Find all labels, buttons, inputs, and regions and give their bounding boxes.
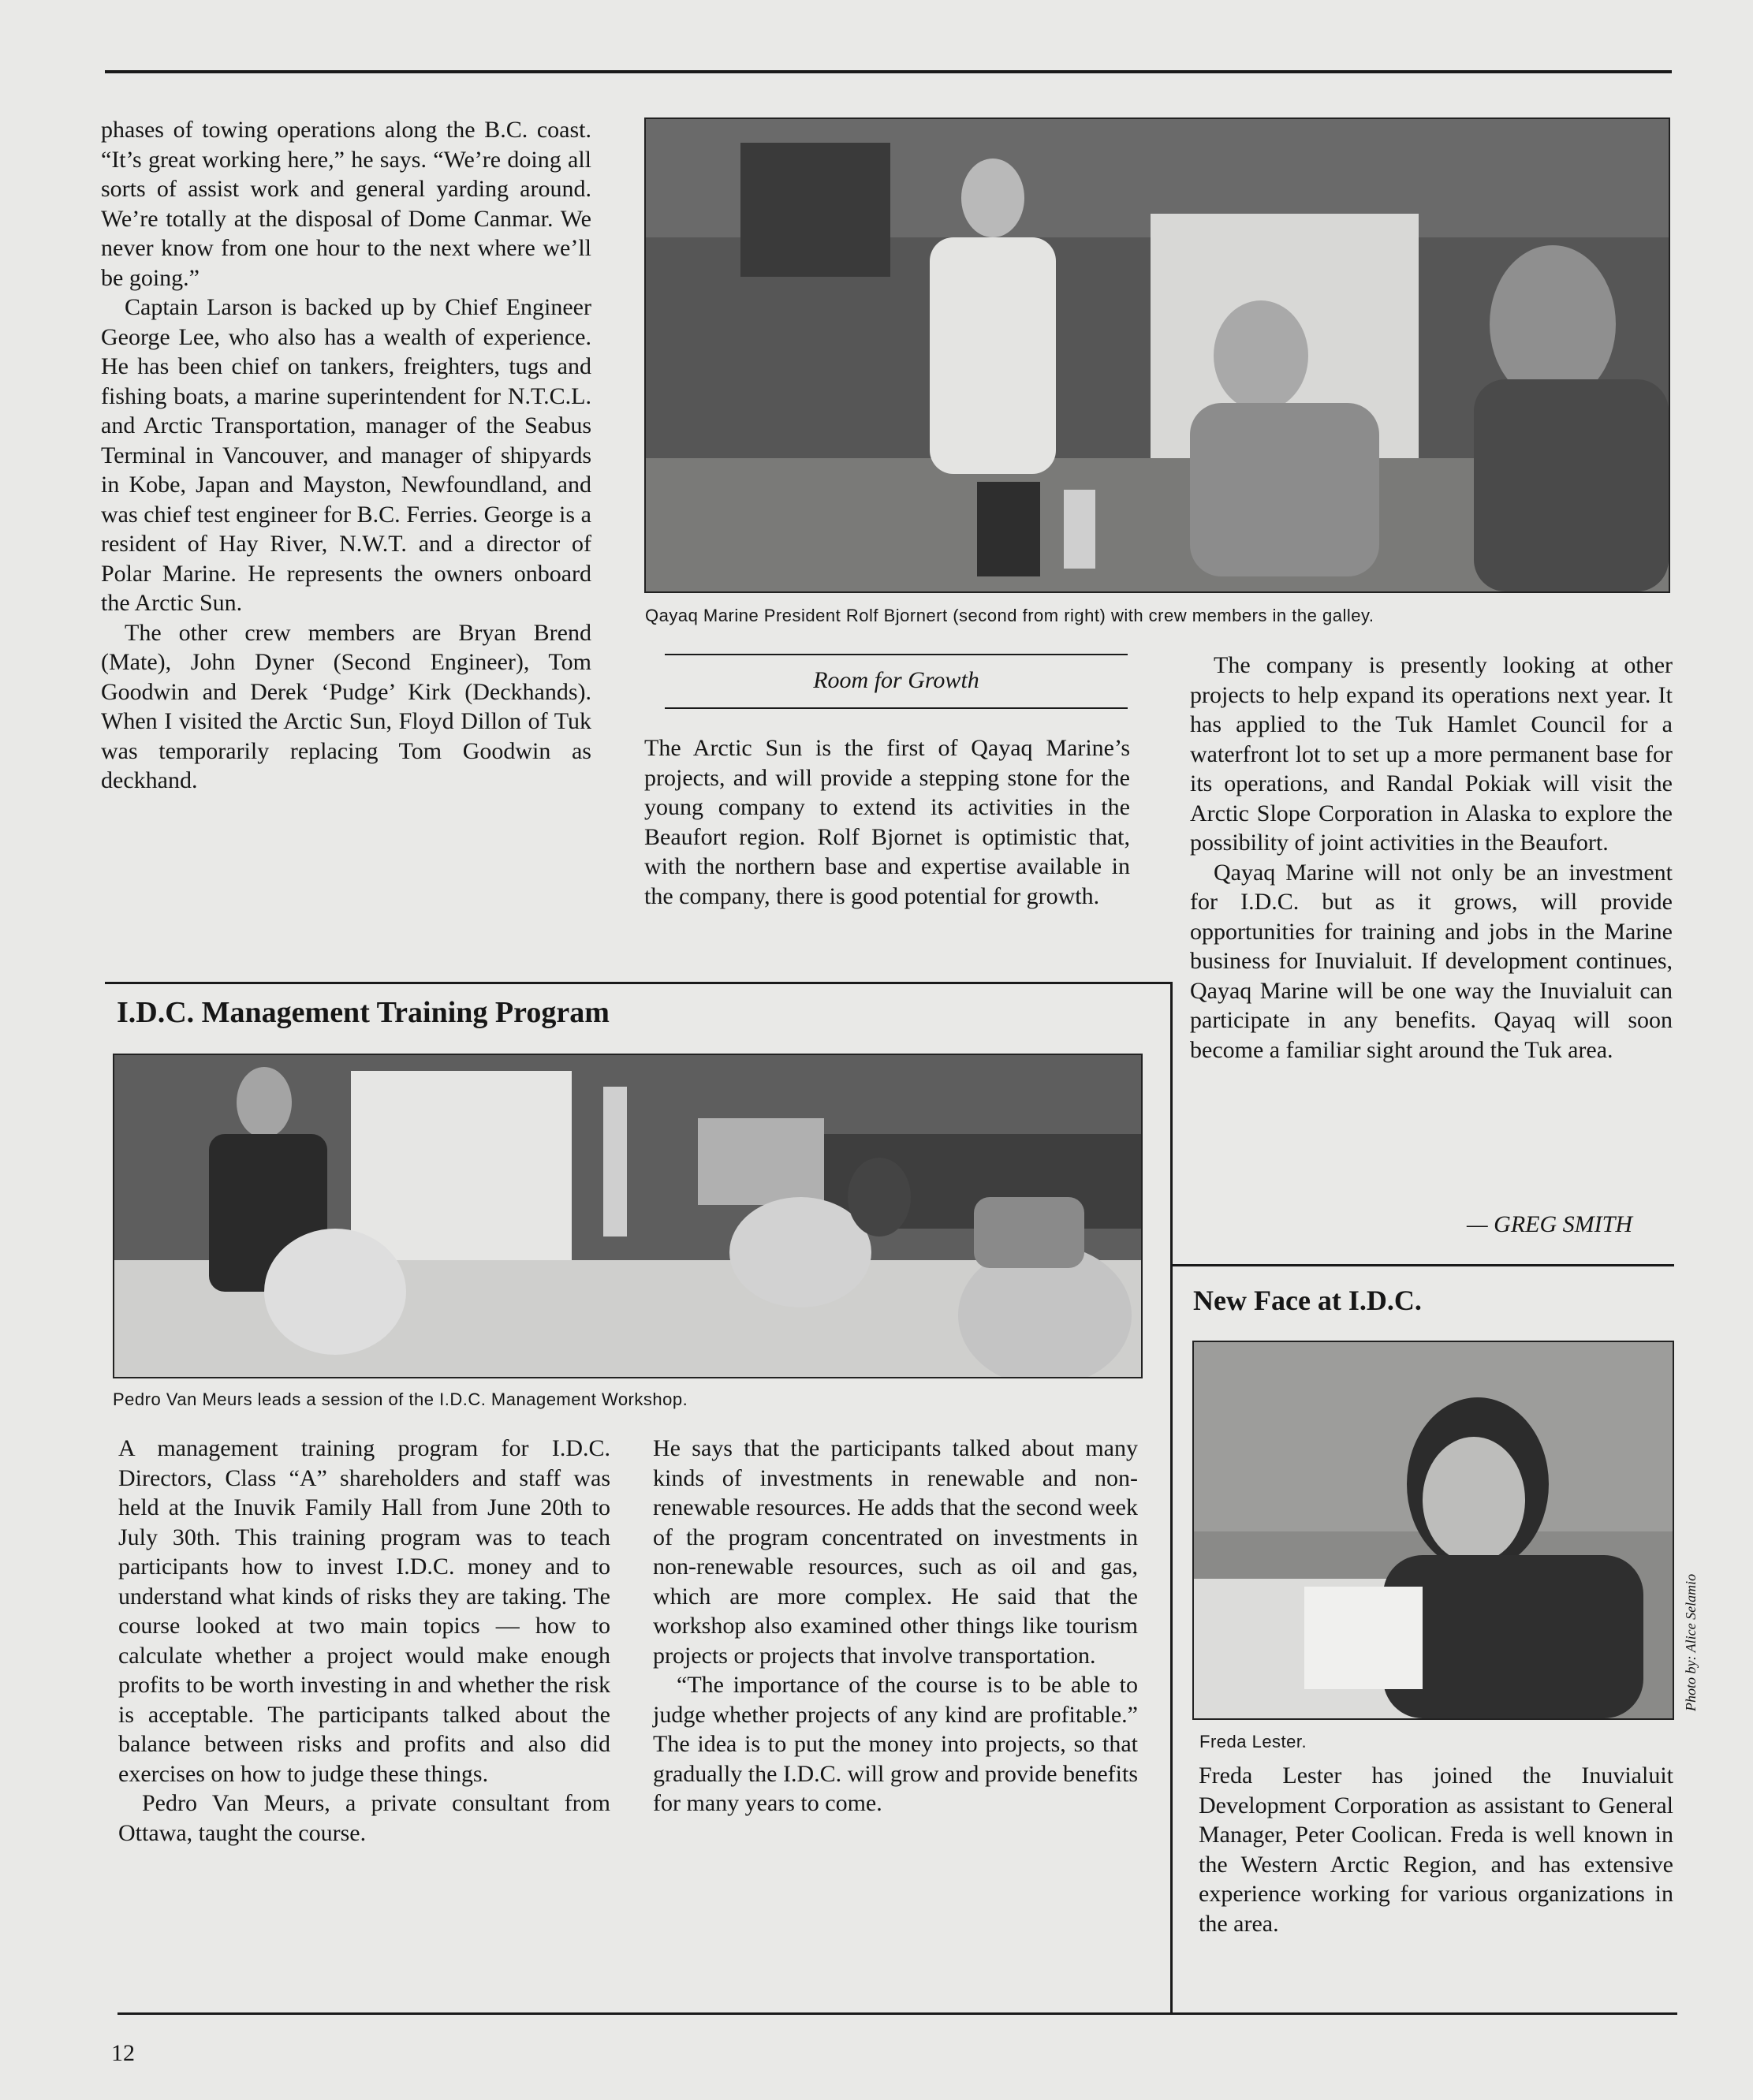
paragraph: A management training program for I.D.C. Directors, Class “A” shareholders and staff was held at the Inuvik Family Hall from June 20th to July 30th. This training program was to teach participants how to invest I.D.C. money and to understand what kinds of risks they are taking. The course looked at two main topics — how to calculate whether a project would make enough profits to be worth investing in and whether the risk is acceptable. The participants talked about the balance between risks and profits and also did exercises on how to judge these things. bbox=[118, 1435, 610, 1787]
galley-photo-image bbox=[646, 119, 1669, 591]
workshop-photo-caption: Pedro Van Meurs leads a session of the I.D.C. Management Workshop. bbox=[113, 1389, 688, 1409]
newface-text bbox=[1199, 1761, 1673, 1938]
paragraph: The Arctic Sun is the first of Qayaq Marine’s projects, and will provide a stepping stone for the young company to extend its activities in the Beaufort region. Rolf Bjornet is optimistic that, with the northern base and expertise available in the company, there is good potential for growth. bbox=[644, 735, 1130, 909]
training-left-text bbox=[118, 1434, 610, 1848]
workshop-photo bbox=[113, 1054, 1143, 1378]
paragraph: phases of towing operations along the B.C. coast. “It’s great working here,” he says. “We’re doing all sorts of assist work and general yarding around. We’re totally at the disposal of Dome Canmar. We never know from one hour to the next where we’ll be going.” bbox=[101, 117, 591, 291]
photo-credit: Photo by: Alice Selamio bbox=[1683, 1573, 1699, 1711]
training-box-top bbox=[105, 982, 1172, 984]
page-number: 12 bbox=[111, 2040, 135, 2066]
galley-photo bbox=[644, 117, 1670, 593]
bottom-rule bbox=[117, 2012, 1677, 2015]
paragraph: The company is presently looking at other projects to help expand its operations next year. It has applied to the Tuk Hamlet Council for a waterfront lot to set up a more permanent base for its operations, and Randal Pokiak will visit the Arctic Slope Corporation in Alaska to explore the possibility of joint activities in the Beaufort. bbox=[1190, 652, 1673, 856]
newface-rule bbox=[1172, 1264, 1674, 1266]
top-rule bbox=[105, 70, 1672, 73]
training-right-text bbox=[653, 1434, 1138, 1818]
paragraph: Pedro Van Meurs, a private consultant from Ottawa, taught the course. bbox=[118, 1790, 610, 1846]
workshop-photo-image bbox=[114, 1055, 1141, 1377]
growth-text bbox=[644, 733, 1130, 911]
freda-photo-caption: Freda Lester. bbox=[1199, 1732, 1307, 1751]
byline: — GREG SMITH bbox=[1467, 1211, 1632, 1237]
subhead-rule-bottom bbox=[665, 707, 1128, 709]
column-3-text bbox=[1190, 651, 1673, 1065]
freda-photo-image bbox=[1194, 1342, 1673, 1718]
galley-photo-caption: Qayaq Marine President Rolf Bjornert (second from right) with crew members in the galley. bbox=[645, 606, 1374, 625]
paragraph: Captain Larson is backed up by Chief Engineer George Lee, who also has a wealth of experience. He has been chief on tankers, freighters, tugs and fishing boats, a marine superintendent for N.T.C.L. and Arctic Transportation, manager of the Seabus Terminal in Vancouver, and manager of shipyards in Kobe, Japan and Mayston, Newfoundland, and was chief test engineer for B.C. Ferries. George is a resident of Hay River, N.W.T. and a director of Polar Marine. He represents the owners onboard the Arctic Sun. bbox=[101, 294, 591, 616]
column-1-text bbox=[101, 115, 591, 796]
newface-headline: New Face at I.D.C. bbox=[1193, 1285, 1422, 1316]
training-headline: I.D.C. Management Training Program bbox=[117, 996, 610, 1029]
paragraph: Freda Lester has joined the Inuvialuit Development Corporation as assistant to General Manager, Peter Coolican. Freda is well known in the Western Arctic Region, and has extensive experience working for various organizations in the area. bbox=[1199, 1762, 1673, 1937]
training-box-right bbox=[1170, 982, 1173, 2013]
growth-subhead: Room for Growth bbox=[813, 667, 979, 693]
subhead-rule-top bbox=[665, 654, 1128, 655]
paragraph: The other crew members are Bryan Brend (Mate), John Dyner (Second Engineer), Tom Goodwin and Derek ‘Pudge’ Kirk (Deckhands). When I visited the Arctic Sun, Floyd Dillon of Tuk was temporarily replacing Tom Goodwin as deckhand. bbox=[101, 619, 591, 793]
paragraph: Qayaq Marine will not only be an investment for I.D.C. but as it grows, will provide opportunities for training and jobs in the Marine business for Inuvialuit. If development continues, Qayaq Marine will be one way the Inuvialuit can participate in any benefits. Qayaq will soon become a familiar sight around the Tuk area. bbox=[1190, 859, 1673, 1063]
paragraph: He says that the participants talked about many kinds of investments in renewable and non-renewable resources. He adds that the second week of the program concentrated on investments in non-renewable resources, such as oil and gas, which are more complex. He said that the workshop also examined other things like tourism projects or projects that involve transportation. bbox=[653, 1435, 1138, 1669]
freda-photo bbox=[1192, 1341, 1674, 1720]
paragraph: “The importance of the course is to be able to judge whether projects of any kind are profitable.” The idea is to put the money into projects, so that gradually the I.D.C. will grow and provide benefits for many years to come. bbox=[653, 1672, 1138, 1816]
